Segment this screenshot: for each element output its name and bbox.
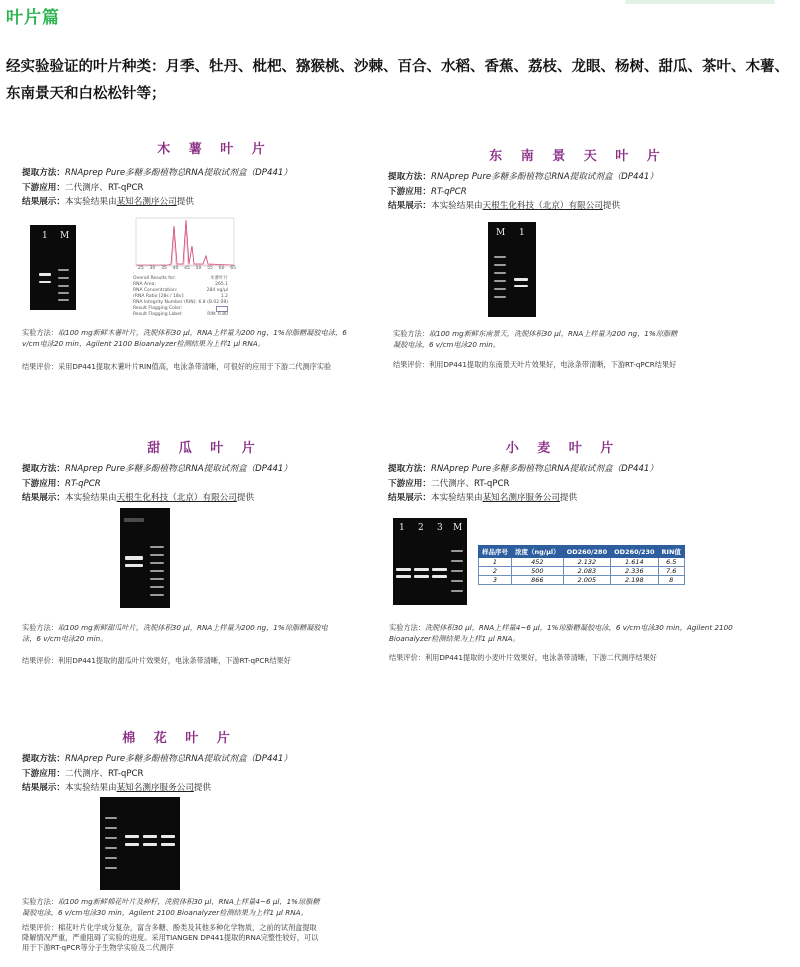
gel-band [494, 280, 506, 282]
bio-val: 1.2 [220, 294, 228, 299]
table-cell: 2.083 [563, 567, 610, 576]
gel-band [161, 843, 175, 846]
evaluation-note [22, 361, 362, 372]
card-melon [22, 437, 367, 506]
gel-band [150, 546, 164, 548]
table-header: OD260/280 [563, 546, 610, 558]
bioanalyzer-axis [138, 266, 236, 272]
method-value: RNAprep Pure多糖多酚植物总RNA提取试剂盒（DP441） [64, 464, 292, 474]
gel-band [150, 570, 164, 572]
card-title: 棉 花 叶 片 [122, 731, 237, 746]
bio-key: Result Flagging Color: [133, 306, 183, 311]
gel-band [125, 564, 143, 567]
card-title: 甜 瓜 叶 片 [147, 441, 262, 456]
result-label: 结果展示： [388, 493, 431, 503]
method-label: 提取方法： [22, 168, 65, 178]
evaluation-label: 结果评价： [389, 653, 425, 662]
bio-key: RNA Concentration: [133, 288, 178, 293]
bioanalyzer-results [133, 276, 228, 318]
page-title: 叶片篇 [6, 8, 60, 28]
experiment-label: 实验方法： [22, 897, 58, 906]
method-label: 提取方法： [388, 464, 431, 474]
gel-band [125, 835, 139, 838]
lane-label: 1 [399, 523, 405, 533]
gel-band [105, 817, 117, 819]
card-title: 木 薯 叶 片 [157, 142, 272, 157]
lane-label: M [60, 231, 70, 241]
result-label: 结果展示： [22, 493, 65, 503]
bio-val: 6.8 (B.02.08) [198, 300, 228, 305]
gel-band [58, 292, 69, 294]
downstream-label: 下游应用： [22, 182, 65, 193]
axis-tick: 35 [161, 266, 167, 271]
evaluation-note [389, 652, 784, 663]
bio-val: 284 ng/μl [206, 288, 228, 293]
result-suffix: 提供 [193, 783, 212, 793]
method-label: 提取方法： [388, 172, 431, 182]
result-company: 某知名测序服务公司 [116, 783, 194, 793]
gel-band [494, 264, 506, 266]
axis-tick: 30 [149, 266, 156, 271]
experiment-label: 实验方法： [22, 623, 58, 632]
gel-band [396, 575, 411, 578]
lane-label: 2 [418, 523, 424, 533]
lane-label: M [496, 228, 506, 238]
result-suffix: 提供 [559, 493, 578, 503]
experiment-note [22, 896, 322, 918]
bio-header: Overall Results for: [133, 276, 176, 281]
axis-tick: 55 [207, 266, 213, 271]
experiment-note [389, 622, 734, 644]
experiment-note [393, 328, 683, 350]
gel-band [58, 285, 69, 287]
gel-image-cassava [30, 225, 76, 310]
experiment-label: 实验方法： [22, 328, 58, 337]
downstream-value: RT-qPCR [430, 186, 467, 197]
experiment-label: 实验方法： [389, 623, 425, 632]
gel-band [105, 827, 117, 829]
result-label: 结果展示： [22, 197, 65, 207]
gel-band [432, 568, 447, 571]
gel-band [143, 843, 157, 846]
gel-band [451, 580, 463, 582]
result-company: 某知名测序公司 [116, 197, 177, 207]
axis-tick: 45 [184, 266, 190, 271]
axis-tick: 25 [138, 266, 144, 271]
gel-image-sedum [488, 222, 536, 317]
experiment-text: 取100 mg新鲜棉花叶片及种籽，洗脱体积30 μl，RNA上样量4~6 μl，1%琼脂糖凝胶电泳，6 v/cm电泳30 min，Agilent 2100 Bioanalyzer检测结果为上样1 μl RNA。 [22, 897, 320, 917]
header-decoration [625, 0, 775, 4]
gel-band [494, 288, 506, 290]
bio-val: 265.1 [215, 282, 228, 287]
table-cell: 2 [479, 567, 512, 576]
table-cell: 1 [479, 558, 512, 567]
table-cell: 2.132 [563, 558, 610, 567]
gel-band [494, 256, 506, 258]
method-value: RNAprep Pure多糖多酚植物总RNA提取试剂盒（DP441） [64, 754, 292, 764]
gel-band [514, 278, 528, 281]
downstream-value: RT-qPCR [64, 478, 101, 489]
bio-key: RNA Integrity Number (RIN): [133, 300, 197, 305]
table-header: OD260/230 [611, 546, 658, 558]
gel-band [124, 518, 144, 522]
result-prefix: 本实验结果由 [64, 493, 117, 503]
bio-key: Result Flagging Label: [133, 312, 183, 317]
gel-band [451, 570, 463, 572]
method-label: 提取方法： [22, 464, 65, 474]
table-cell: 2.198 [611, 576, 658, 585]
downstream-value: 二代测序、RT-qPCR [64, 182, 144, 193]
table-cell: 866 [512, 576, 564, 585]
gel-band [105, 857, 117, 859]
table-row [479, 576, 685, 585]
evaluation-note [393, 359, 783, 370]
axis-tick: 40 [172, 266, 179, 271]
result-suffix: 提供 [236, 493, 255, 503]
gel-band [161, 835, 175, 838]
gel-band [396, 568, 411, 571]
lane-label: 1 [519, 228, 525, 238]
gel-band [514, 285, 528, 287]
gel-band [150, 586, 164, 588]
gel-band [150, 554, 164, 556]
gel-band [494, 272, 506, 274]
gel-band [150, 578, 164, 580]
table-cell: 8 [658, 576, 684, 585]
experiment-note [22, 622, 337, 644]
evaluation-label: 结果评价： [22, 656, 58, 665]
table-cell: 500 [512, 567, 564, 576]
evaluation-text: 利用DP441提取的甜瓜叶片效果好，电泳条带清晰，下游RT-qPCR结果好 [57, 656, 291, 665]
downstream-label: 下游应用： [22, 478, 65, 489]
gel-band [58, 269, 69, 271]
gel-band [494, 296, 506, 298]
result-company: 天根生化科技（北京）有限公司 [482, 201, 603, 211]
gel-band [39, 281, 51, 283]
gel-band [451, 550, 463, 552]
method-value: RNAprep Pure多糖多酚植物总RNA提取试剂盒（DP441） [430, 172, 658, 182]
gel-band [125, 843, 139, 846]
bio-key: RNA Area: [133, 282, 156, 287]
result-suffix: 提供 [602, 201, 621, 211]
result-label: 结果展示： [388, 201, 431, 211]
card-cotton [22, 727, 367, 796]
axis-tick: 65 [230, 266, 236, 271]
gel-band [143, 835, 157, 838]
evaluation-text: 采用DP441提取木薯叶片RIN值高，电泳条带清晰，可很好的应用于下游二代测序实验 [57, 362, 332, 371]
downstream-label: 下游应用： [22, 768, 65, 779]
gel-band [125, 556, 143, 560]
table-header: 样品序号 [479, 546, 512, 558]
gel-band [451, 590, 463, 592]
experiment-text: 取100 mg新鲜甜瓜叶片，洗脱体积30 μl，RNA上样量为200 ng，1%琼脂糖凝胶电泳，6 v/cm电泳20 min。 [22, 623, 328, 643]
axis-tick: 50 [195, 266, 202, 271]
lane-label: 3 [437, 523, 443, 533]
gel-image-melon [120, 508, 170, 608]
gel-band [58, 299, 69, 301]
result-company: 天根生化科技（北京）有限公司 [116, 493, 237, 503]
axis-tick: 60 [218, 266, 225, 271]
table-cell: 7.6 [658, 567, 684, 576]
card-wheat [388, 437, 788, 506]
table-header: 浓度（ng/μl） [512, 546, 564, 558]
gel-image-wheat [393, 518, 467, 605]
table-row [479, 558, 685, 567]
table-row [479, 567, 685, 576]
evaluation-label: 结果评价： [393, 360, 429, 369]
lane-label: 1 [42, 231, 48, 241]
lane-label: M [453, 523, 463, 533]
result-company: 某知名测序服务公司 [482, 493, 560, 503]
table-cell: 2.005 [563, 576, 610, 585]
experiment-note [22, 327, 357, 349]
result-prefix: 本实验结果由 [64, 783, 117, 793]
rin-table [478, 545, 685, 585]
gel-band [414, 568, 429, 571]
experiment-text: 取100 mg新鲜木薯叶片，洗脱体积30 μl，RNA上样量为200 ng，1%琼脂糖凝胶电泳，6 v/cm电泳20 min，Agilent 2100 Bioanalyzer检测结果为上样1 μl RNA。 [22, 328, 347, 348]
evaluation-label: 结果评价： [22, 923, 58, 932]
bio-val: RIN: 6.80 [207, 312, 228, 317]
evaluation-label: 结果评价： [22, 362, 58, 371]
gel-band [105, 867, 117, 869]
gel-band [451, 560, 463, 562]
gel-band [105, 847, 117, 849]
evaluation-note [22, 655, 367, 666]
table-cell: 6.5 [658, 558, 684, 567]
result-prefix: 本实验结果由 [430, 493, 483, 503]
card-title: 小 麦 叶 片 [505, 441, 621, 456]
card-title: 东 南 景 天 叶 片 [489, 149, 667, 164]
card-sedum [388, 145, 788, 214]
method-label: 提取方法： [22, 754, 65, 764]
bio-key: rRNA Ratio [28s / 18s]: [133, 294, 185, 299]
gel-band [150, 594, 164, 596]
experiment-text: 取100 mg新鲜东南景天，洗脱体积30 μl，RNA上样量为200 ng，1%琼脂糖凝胶电泳，6 v/cm电泳20 min。 [393, 329, 678, 349]
method-value: RNAprep Pure多糖多酚植物总RNA提取试剂盒（DP441） [430, 464, 658, 474]
downstream-value: 二代测序、RT-qPCR [64, 768, 144, 779]
result-prefix: 本实验结果由 [64, 197, 117, 207]
gel-band [432, 575, 447, 578]
intro-text: 经实验验证的叶片种类：月季、牡丹、枇杷、猕猴桃、沙棘、百合、水稻、香蕉、荔枝、龙眼、杨树、甜瓜、茶叶、木薯、东南景天和白松松针等； [6, 59, 789, 102]
gel-band [39, 273, 51, 276]
table-header-row [479, 546, 685, 558]
gel-band [150, 562, 164, 564]
result-label: 结果展示： [22, 783, 65, 793]
experiment-text: 洗脱体积30 μl，RNA上样量4~6 μl，1%琼脂糖凝胶电泳，6 v/cm电泳30 min，Agilent 2100 Bioanalyzer检测结果为上样1 μl RNA。 [389, 623, 733, 643]
method-value: RNAprep Pure多糖多酚植物总RNA提取试剂盒（DP441） [64, 168, 292, 178]
table-cell: 3 [479, 576, 512, 585]
downstream-label: 下游应用： [388, 186, 431, 197]
table-cell: 1.614 [611, 558, 658, 567]
downstream-value: 二代测序、RT-qPCR [430, 478, 510, 489]
result-suffix: 提供 [176, 197, 194, 207]
gel-image-cotton [100, 797, 180, 890]
evaluation-text: 棉花叶片化学成分复杂，富含多糖、酚类及其他多种化学物质，之前的试剂盒提取降解情况严重，严重阻碍了实验的进度。采用TIANGEN DP441提取的RNA完整性较好，可以用于下游RT-qPCR等分子生物学实验及二代测序 [22, 923, 319, 952]
experiment-label: 实验方法： [393, 329, 429, 338]
result-prefix: 本实验结果由 [430, 201, 483, 211]
gel-band [414, 575, 429, 578]
evaluation-text: 利用DP441提取的东南景天叶片效果好，电泳条带清晰，下游RT-qPCR结果好 [428, 360, 677, 369]
table-cell: 2.336 [611, 567, 658, 576]
evaluation-text: 利用DP441提取的小麦叶片效果好，电泳条带清晰，下游二代测序结果好 [424, 653, 657, 662]
table-header: RIN值 [658, 546, 684, 558]
downstream-label: 下游应用： [388, 478, 431, 489]
gel-band [105, 837, 117, 839]
evaluation-note [22, 923, 322, 953]
gel-band [58, 277, 69, 279]
table-cell: 452 [512, 558, 564, 567]
bio-sample: 木薯叶片 [210, 276, 228, 281]
